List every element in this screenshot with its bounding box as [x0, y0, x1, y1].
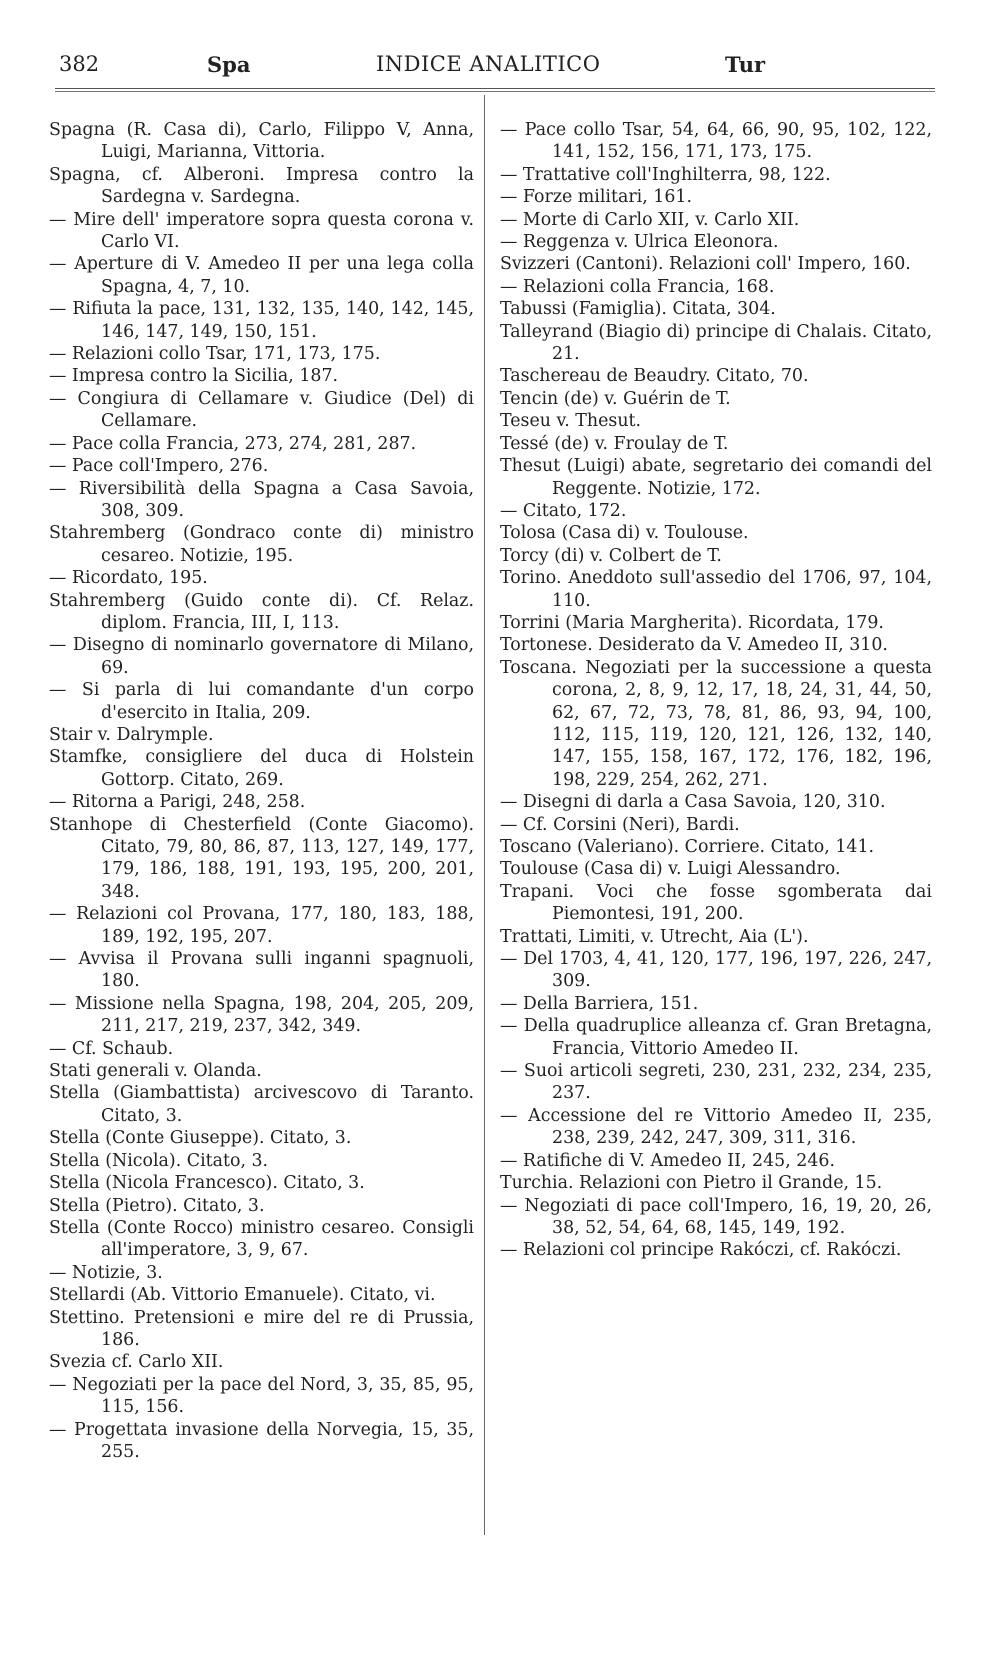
index-entry: — Morte di Carlo XII, v. Carlo XII.	[500, 209, 800, 230]
index-entry: — Relazioni col principe Rakóczi, cf. Rakóczi.	[500, 1240, 902, 1261]
index-entry: — Della quadruplice alleanza cf. Gran Bretagna, Francia, Vittorio Amedeo II.	[500, 1016, 932, 1059]
index-entry: — Suoi articoli segreti, 230, 231, 232, 234, 235, 237.	[500, 1061, 932, 1104]
index-entry: Stahremberg (Guido conte di). Cf. Relaz. diplom. Francia, III, I, 113.	[49, 590, 474, 633]
index-entry: — Aperture di V. Amedeo II per una lega colla Spagna, 4, 7, 10.	[49, 254, 474, 297]
index-entry: Toscana. Negoziati per la successione a questa corona, 2, 8, 9, 12, 17, 18, 24, 31, 44, 50, 62, 67, 72, 73, 78, 81, 86, 93, 94, 100, 112, 115, 119, 120, 121, 126, 132, 140, 147, 155, 158, 167, 172, 176, 182, 196, 198, 229, 254, 262, 271.	[500, 657, 932, 790]
index-entry: — Pace coll'Impero, 276.	[49, 456, 269, 477]
index-entry: Toulouse (Casa di) v. Luigi Alessandro.	[500, 859, 841, 880]
index-entry: Svizzeri (Cantoni). Relazioni coll' Impero, 160.	[500, 254, 911, 275]
index-entry: — Pace collo Tsar, 54, 64, 66, 90, 95, 102, 122, 141, 152, 156, 171, 173, 175.	[500, 120, 932, 163]
index-entry: — Progettata invasione della Norvegia, 15, 35, 255.	[49, 1419, 474, 1462]
index-entry: — Riversibilità della Spagna a Casa Savoia, 308, 309.	[49, 478, 474, 521]
index-entry: — Cf. Corsini (Neri), Bardi.	[500, 814, 740, 835]
index-entry: — Pace colla Francia, 273, 274, 281, 287.	[49, 433, 417, 454]
index-entry: — Accessione del re Vittorio Amedeo II, 235, 238, 239, 242, 247, 309, 311, 316.	[500, 1105, 932, 1149]
index-entry: — Missione nella Spagna, 198, 204, 205, 209, 211, 217, 219, 237, 342, 349.	[49, 993, 474, 1037]
first-headword: Spa	[207, 52, 251, 77]
index-entry: Tortonese. Desiderato da V. Amedeo II, 310.	[500, 635, 888, 656]
index-entry: Stanhope di Chesterfield (Conte Giacomo). Citato, 79, 80, 86, 87, 113, 127, 149, 177, 179, 186, 188, 191, 193, 195, 200, 201, 348.	[49, 814, 474, 902]
index-entry: — Ritorna a Parigi, 248, 258.	[49, 792, 306, 813]
index-entry: — Negoziati di pace coll'Impero, 16, 19, 20, 26, 38, 52, 54, 64, 68, 145, 149, 192.	[500, 1195, 932, 1238]
index-entry: Turchia. Relazioni con Pietro il Grande, 15.	[500, 1173, 883, 1194]
index-entry: — Rifiuta la pace, 131, 132, 135, 140, 142, 145, 146, 147, 149, 150, 151.	[49, 299, 474, 342]
running-head	[0, 44, 1000, 88]
index-entry: Stella (Conte Giuseppe). Citato, 3.	[49, 1128, 352, 1149]
header-rule-secondary	[55, 91, 935, 92]
index-entry: Stella (Conte Rocco) ministro cesareo. Consigli all'imperatore, 3, 9, 67.	[49, 1217, 474, 1261]
index-entry: — Notizie, 3.	[49, 1262, 163, 1283]
index-entry: Svezia cf. Carlo XII.	[49, 1352, 224, 1373]
index-entry: Stamfke, consigliere del duca di Holstein Gottorp. Citato, 269.	[49, 747, 474, 790]
index-entry: — Citato, 172.	[500, 500, 627, 521]
index-entry: Teseu v. Thesut.	[500, 411, 642, 432]
index-entry: — Reggenza v. Ulrica Eleonora.	[500, 232, 779, 253]
index-entry: Stati generali v. Olanda.	[49, 1061, 262, 1082]
index-entry: Stair v. Dalrymple.	[49, 724, 214, 745]
index-entry: Taschereau de Beaudry. Citato, 70.	[500, 366, 809, 387]
index-entry: Torrini (Maria Margherita). Ricordata, 179.	[500, 612, 884, 633]
index-entry: — Disegno di nominarlo governatore di Milano, 69.	[49, 635, 474, 678]
index-entry: — Forze militari, 161.	[500, 187, 692, 208]
index-entry: Stahremberg (Gondraco conte di) ministro cesareo. Notizie, 195.	[49, 523, 474, 566]
index-entry: — Del 1703, 4, 41, 120, 177, 196, 197, 226, 247, 309.	[500, 949, 932, 992]
index-entry: Stella (Pietro). Citato, 3.	[49, 1195, 265, 1216]
index-entry: — Si parla di lui comandante d'un corpo d'esercito in Italia, 209.	[49, 680, 474, 723]
column-divider	[484, 95, 485, 1535]
index-entry: — Congiura di Cellamare v. Giudice (Del) di Cellamare.	[49, 388, 474, 432]
index-entry: Trapani. Voci che fosse sgomberata dai Piemontesi, 191, 200.	[500, 881, 932, 925]
index-entry: Tolosa (Casa di) v. Toulouse.	[500, 523, 749, 544]
index-entry: Talleyrand (Biagio di) principe di Chalais. Citato, 21.	[500, 321, 932, 365]
index-entry: — Disegni di darla a Casa Savoia, 120, 310.	[500, 792, 886, 813]
index-entry: — Della Barriera, 151.	[500, 993, 699, 1014]
index-entry: — Impresa contro la Sicilia, 187.	[49, 366, 339, 387]
left-column	[49, 119, 474, 1463]
index-entry: Thesut (Luigi) abate, segretario dei comandi del Reggente. Notizie, 172.	[500, 456, 932, 499]
index-entry: Spagna, cf. Alberoni. Impresa contro la Sardegna v. Sardegna.	[49, 164, 474, 208]
index-entry: Stella (Nicola). Citato, 3.	[49, 1150, 269, 1171]
index-entry: Torcy (di) v. Colbert de T.	[500, 545, 722, 566]
index-entry: — Relazioni colla Francia, 168.	[500, 276, 775, 297]
right-column	[500, 119, 932, 1262]
index-entry: Stettino. Pretensioni e mire del re di Prussia, 186.	[49, 1307, 474, 1350]
last-headword: Tur	[725, 52, 766, 77]
index-entry: — Relazioni collo Tsar, 171, 173, 175.	[49, 344, 381, 365]
header-rule	[55, 88, 935, 89]
index-entry: Stellardi (Ab. Vittorio Emanuele). Citato, vi.	[49, 1285, 436, 1306]
index-entry: — Ricordato, 195.	[49, 568, 208, 589]
index-entry: — Ratifiche di V. Amedeo II, 245, 246.	[500, 1150, 836, 1171]
page-title: INDICE ANALITICO	[376, 52, 601, 76]
index-entry: Tencin (de) v. Guérin de T.	[500, 388, 731, 409]
index-entry: Spagna (R. Casa di), Carlo, Filippo V, Anna, Luigi, Marianna, Vittoria.	[49, 120, 474, 163]
index-entry: Tessé (de) v. Froulay de T.	[500, 433, 729, 454]
index-entry: Stella (Giambattista) arcivescovo di Taranto. Citato, 3.	[49, 1083, 474, 1126]
index-entry: Tabussi (Famiglia). Citata, 304.	[500, 299, 776, 320]
index-entry: Stella (Nicola Francesco). Citato, 3.	[49, 1173, 365, 1194]
index-entry: — Trattative coll'Inghilterra, 98, 122.	[500, 164, 831, 185]
index-entry: Trattati, Limiti, v. Utrecht, Aia (L').	[500, 926, 809, 947]
index-entry: — Relazioni col Provana, 177, 180, 183, 188, 189, 192, 195, 207.	[49, 904, 474, 947]
index-entry: — Mire dell' imperatore sopra questa corona v. Carlo VI.	[49, 209, 474, 253]
page-number: 382	[59, 52, 100, 76]
index-entry: Toscano (Valeriano). Corriere. Citato, 141.	[500, 837, 875, 857]
index-entry: — Avvisa il Provana sulli inganni spagnuoli, 180.	[49, 949, 474, 992]
index-entry: Torino. Aneddoto sull'assedio del 1706, 97, 104, 110.	[500, 568, 932, 611]
index-entry: — Cf. Schaub.	[49, 1038, 174, 1059]
index-entry: — Negoziati per la pace del Nord, 3, 35, 85, 95, 115, 156.	[49, 1374, 474, 1418]
